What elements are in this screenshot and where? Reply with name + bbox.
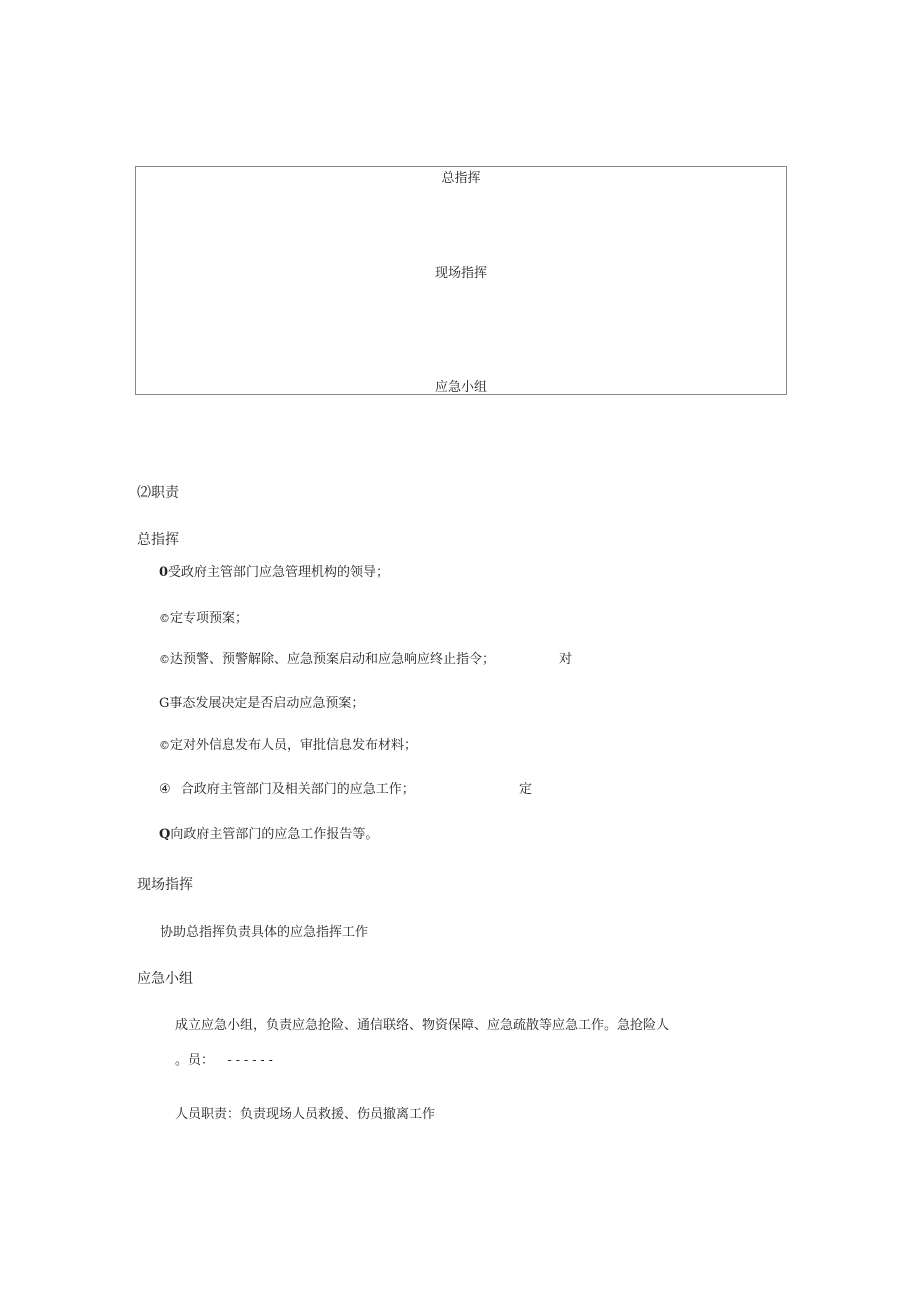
emergency-team-line-2 bbox=[175, 1054, 275, 1067]
duty-marker: Q bbox=[159, 827, 171, 842]
field-commander-duty: 协助总指挥负责具体的应急指挥工作 bbox=[160, 925, 369, 940]
duty-text: 受政府主管部门应急管理机构的领导； bbox=[168, 565, 390, 580]
commander-duty-2 bbox=[159, 612, 248, 625]
duty-text: 定对外信息发布人员，审批信息发布材料； bbox=[170, 738, 418, 753]
duty-text: 向政府主管部门的应急工作报告等。 bbox=[170, 827, 379, 842]
emergency-team-line-1: 成立应急小组，负责应急抢险、通信联络、物资保障、应急疏散等应急工作。急抢险人 bbox=[175, 1018, 670, 1033]
commander-title: 总指挥 bbox=[137, 532, 179, 548]
members-placeholder: ------ bbox=[226, 1053, 276, 1067]
duty-marker: © bbox=[159, 653, 170, 666]
emergency-team-duty: 人员职责：负责现场人员救援、伤员撤离工作 bbox=[175, 1107, 436, 1122]
duty-text: 事态发展决定是否启动应急预案； bbox=[169, 696, 365, 711]
field-commander-title: 现场指挥 bbox=[137, 877, 193, 893]
duty-trailing-text: 定 bbox=[519, 782, 533, 797]
duty-text: 定专项预案； bbox=[170, 611, 249, 626]
duty-text: 合政府主管部门及相关部门的应急工作； bbox=[180, 782, 415, 797]
members-label: 。员： bbox=[175, 1053, 215, 1068]
duty-marker: © bbox=[159, 739, 170, 752]
commander-duty-7 bbox=[159, 828, 378, 841]
duty-trailing-text: 对 bbox=[559, 652, 573, 667]
duty-marker: ④ bbox=[159, 782, 175, 797]
duty-marker: © bbox=[159, 612, 170, 625]
section-heading: ⑵职责 bbox=[137, 485, 179, 501]
duty-marker: G bbox=[159, 696, 170, 711]
org-chart-box bbox=[135, 166, 787, 395]
org-chart-top-label: 总指挥 bbox=[441, 171, 481, 186]
commander-duty-6 bbox=[159, 783, 415, 796]
commander-duty-5 bbox=[159, 739, 417, 752]
duty-marker: 0 bbox=[159, 565, 169, 580]
org-chart-middle-label: 现场指挥 bbox=[434, 266, 487, 281]
commander-duty-3 bbox=[159, 653, 495, 666]
duty-text: 达预警、预警解除、应急预案启动和应急响应终止指令； bbox=[170, 652, 496, 667]
commander-duty-4 bbox=[159, 697, 364, 710]
emergency-team-title: 应急小组 bbox=[137, 971, 193, 987]
org-chart-bottom-label: 应急小组 bbox=[434, 380, 487, 395]
commander-duty-1 bbox=[159, 566, 389, 579]
